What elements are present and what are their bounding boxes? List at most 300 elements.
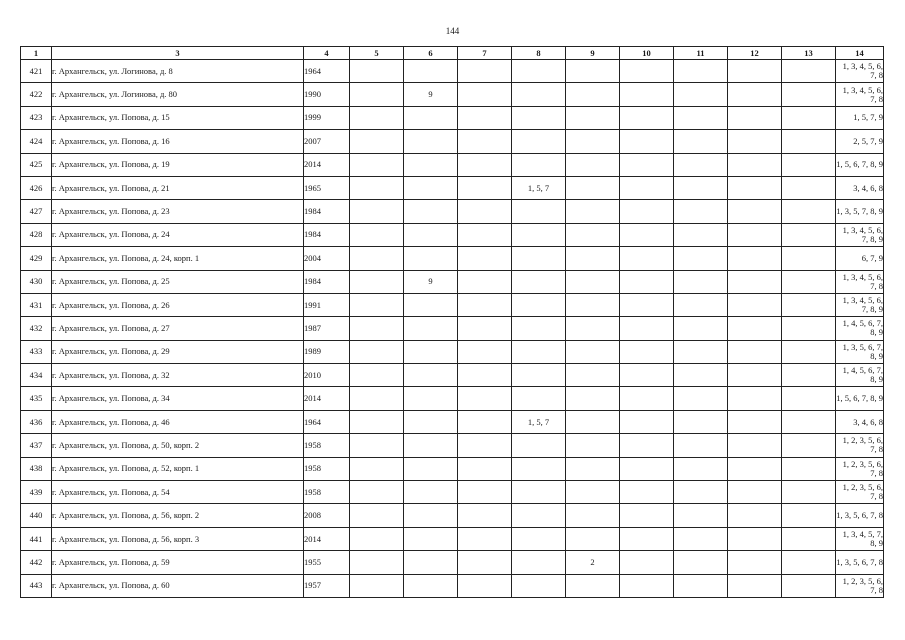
col7-cell bbox=[458, 457, 512, 480]
col5-cell bbox=[350, 293, 404, 316]
year-cell: 2007 bbox=[304, 130, 350, 153]
col14-cell: 3, 4, 6, 8 bbox=[836, 410, 884, 433]
col13-cell bbox=[782, 410, 836, 433]
col7-cell bbox=[458, 83, 512, 106]
col11-cell bbox=[674, 60, 728, 83]
col8-cell bbox=[512, 247, 566, 270]
col6-cell bbox=[404, 106, 458, 129]
column-header-6: 6 bbox=[404, 47, 458, 60]
col8-cell bbox=[512, 387, 566, 410]
col13-cell bbox=[782, 340, 836, 363]
col13-cell bbox=[782, 504, 836, 527]
year-cell: 2014 bbox=[304, 387, 350, 410]
col7-cell bbox=[458, 247, 512, 270]
col13-cell bbox=[782, 527, 836, 550]
col12-cell bbox=[728, 434, 782, 457]
table-row bbox=[21, 270, 884, 293]
col10-cell bbox=[620, 106, 674, 129]
col8-cell bbox=[512, 200, 566, 223]
col12-cell bbox=[728, 130, 782, 153]
col12-cell bbox=[728, 317, 782, 340]
col14-cell: 1, 3, 4, 5, 6, 7, 8 bbox=[836, 60, 884, 83]
col7-cell bbox=[458, 574, 512, 597]
col11-cell bbox=[674, 434, 728, 457]
col11-cell bbox=[674, 83, 728, 106]
col14-cell: 1, 2, 3, 5, 6, 7, 8 bbox=[836, 481, 884, 504]
col11-cell bbox=[674, 551, 728, 574]
col11-cell bbox=[674, 387, 728, 410]
table-row bbox=[21, 527, 884, 550]
col14-cell: 1, 3, 5, 7, 8, 9 bbox=[836, 200, 884, 223]
table-row bbox=[21, 364, 884, 387]
year-cell: 1958 bbox=[304, 481, 350, 504]
col9-cell bbox=[566, 364, 620, 387]
col13-cell bbox=[782, 574, 836, 597]
col14-cell: 1, 3, 5, 6, 7, 8, 9 bbox=[836, 340, 884, 363]
col11-cell bbox=[674, 410, 728, 433]
row-number: 421 bbox=[21, 60, 52, 83]
col14-cell: 1, 3, 4, 5, 6, 7, 8, 9 bbox=[836, 223, 884, 246]
col11-cell bbox=[674, 317, 728, 340]
col5-cell bbox=[350, 410, 404, 433]
col5-cell bbox=[350, 457, 404, 480]
row-number: 424 bbox=[21, 130, 52, 153]
col8-cell bbox=[512, 481, 566, 504]
table-row bbox=[21, 340, 884, 363]
col13-cell bbox=[782, 153, 836, 176]
address-cell: г. Архангельск, ул. Попова, д. 23 bbox=[52, 200, 304, 223]
col9-cell: 2 bbox=[566, 551, 620, 574]
col12-cell bbox=[728, 551, 782, 574]
address-cell: г. Архангельск, ул. Попова, д. 24, корп. 1 bbox=[52, 247, 304, 270]
col7-cell bbox=[458, 481, 512, 504]
registry-table bbox=[20, 46, 884, 598]
address-cell: г. Архангельск, ул. Попова, д. 50, корп. 2 bbox=[52, 434, 304, 457]
table-row bbox=[21, 83, 884, 106]
year-cell: 2014 bbox=[304, 527, 350, 550]
address-cell: г. Архангельск, ул. Попова, д. 59 bbox=[52, 551, 304, 574]
col7-cell bbox=[458, 153, 512, 176]
col5-cell bbox=[350, 83, 404, 106]
col7-cell bbox=[458, 527, 512, 550]
address-cell: г. Архангельск, ул. Попова, д. 54 bbox=[52, 481, 304, 504]
col11-cell bbox=[674, 527, 728, 550]
col13-cell bbox=[782, 223, 836, 246]
col7-cell bbox=[458, 364, 512, 387]
col11-cell bbox=[674, 270, 728, 293]
col7-cell bbox=[458, 504, 512, 527]
col10-cell bbox=[620, 270, 674, 293]
col14-cell: 1, 3, 5, 6, 7, 8 bbox=[836, 551, 884, 574]
address-cell: г. Архангельск, ул. Попова, д. 52, корп. 1 bbox=[52, 457, 304, 480]
col11-cell bbox=[674, 106, 728, 129]
row-number: 439 bbox=[21, 481, 52, 504]
col5-cell bbox=[350, 340, 404, 363]
col5-cell bbox=[350, 574, 404, 597]
col6-cell bbox=[404, 387, 458, 410]
year-cell: 2010 bbox=[304, 364, 350, 387]
col12-cell bbox=[728, 410, 782, 433]
col12-cell bbox=[728, 153, 782, 176]
col10-cell bbox=[620, 364, 674, 387]
col8-cell bbox=[512, 364, 566, 387]
col10-cell bbox=[620, 527, 674, 550]
col10-cell bbox=[620, 504, 674, 527]
col5-cell bbox=[350, 551, 404, 574]
table-row bbox=[21, 200, 884, 223]
row-number: 436 bbox=[21, 410, 52, 433]
col14-cell: 1, 5, 6, 7, 8, 9 bbox=[836, 387, 884, 410]
address-cell: г. Архангельск, ул. Попова, д. 46 bbox=[52, 410, 304, 433]
col9-cell bbox=[566, 247, 620, 270]
col5-cell bbox=[350, 247, 404, 270]
col10-cell bbox=[620, 387, 674, 410]
col9-cell bbox=[566, 153, 620, 176]
col6-cell: 9 bbox=[404, 270, 458, 293]
col10-cell bbox=[620, 457, 674, 480]
col7-cell bbox=[458, 60, 512, 83]
col8-cell bbox=[512, 317, 566, 340]
col12-cell bbox=[728, 83, 782, 106]
table-row bbox=[21, 130, 884, 153]
col9-cell bbox=[566, 340, 620, 363]
column-header-7: 7 bbox=[458, 47, 512, 60]
col9-cell bbox=[566, 60, 620, 83]
row-number: 433 bbox=[21, 340, 52, 363]
col13-cell bbox=[782, 364, 836, 387]
column-header-1: 1 bbox=[21, 47, 52, 60]
col10-cell bbox=[620, 176, 674, 199]
header-row bbox=[21, 47, 884, 60]
col5-cell bbox=[350, 504, 404, 527]
row-number: 437 bbox=[21, 434, 52, 457]
col7-cell bbox=[458, 200, 512, 223]
col6-cell bbox=[404, 153, 458, 176]
table-row bbox=[21, 481, 884, 504]
col10-cell bbox=[620, 434, 674, 457]
table-row bbox=[21, 153, 884, 176]
col13-cell bbox=[782, 387, 836, 410]
year-cell: 1958 bbox=[304, 457, 350, 480]
col10-cell bbox=[620, 293, 674, 316]
col5-cell bbox=[350, 60, 404, 83]
col6-cell bbox=[404, 200, 458, 223]
col12-cell bbox=[728, 60, 782, 83]
col13-cell bbox=[782, 457, 836, 480]
col9-cell bbox=[566, 387, 620, 410]
col8-cell bbox=[512, 83, 566, 106]
table-row bbox=[21, 410, 884, 433]
col12-cell bbox=[728, 293, 782, 316]
col9-cell bbox=[566, 200, 620, 223]
row-number: 426 bbox=[21, 176, 52, 199]
column-header-8: 8 bbox=[512, 47, 566, 60]
col11-cell bbox=[674, 293, 728, 316]
column-header-12: 12 bbox=[728, 47, 782, 60]
col10-cell bbox=[620, 340, 674, 363]
col10-cell bbox=[620, 551, 674, 574]
col8-cell bbox=[512, 457, 566, 480]
col6-cell bbox=[404, 504, 458, 527]
col12-cell bbox=[728, 527, 782, 550]
table-row bbox=[21, 247, 884, 270]
col7-cell bbox=[458, 270, 512, 293]
address-cell: г. Архангельск, ул. Попова, д. 16 bbox=[52, 130, 304, 153]
col8-cell: 1, 5, 7 bbox=[512, 410, 566, 433]
address-cell: г. Архангельск, ул. Попова, д. 26 bbox=[52, 293, 304, 316]
col7-cell bbox=[458, 176, 512, 199]
col9-cell bbox=[566, 434, 620, 457]
col12-cell bbox=[728, 270, 782, 293]
year-cell: 1989 bbox=[304, 340, 350, 363]
col14-cell: 3, 4, 6, 8 bbox=[836, 176, 884, 199]
col13-cell bbox=[782, 293, 836, 316]
table-row bbox=[21, 574, 884, 597]
col8-cell bbox=[512, 504, 566, 527]
col14-cell: 1, 3, 4, 5, 6, 7, 8 bbox=[836, 270, 884, 293]
table-row bbox=[21, 293, 884, 316]
col13-cell bbox=[782, 317, 836, 340]
col9-cell bbox=[566, 457, 620, 480]
col8-cell bbox=[512, 106, 566, 129]
column-header-5: 5 bbox=[350, 47, 404, 60]
year-cell: 1991 bbox=[304, 293, 350, 316]
col8-cell bbox=[512, 60, 566, 83]
page-number: 144 bbox=[445, 26, 460, 36]
col9-cell bbox=[566, 317, 620, 340]
col12-cell bbox=[728, 387, 782, 410]
col12-cell bbox=[728, 247, 782, 270]
col9-cell bbox=[566, 410, 620, 433]
year-cell: 1958 bbox=[304, 434, 350, 457]
col7-cell bbox=[458, 551, 512, 574]
col11-cell bbox=[674, 153, 728, 176]
col8-cell bbox=[512, 434, 566, 457]
col6-cell bbox=[404, 317, 458, 340]
col10-cell bbox=[620, 574, 674, 597]
col11-cell bbox=[674, 504, 728, 527]
col7-cell bbox=[458, 130, 512, 153]
col12-cell bbox=[728, 200, 782, 223]
address-cell: г. Архангельск, ул. Попова, д. 34 bbox=[52, 387, 304, 410]
col13-cell bbox=[782, 176, 836, 199]
col7-cell bbox=[458, 410, 512, 433]
col5-cell bbox=[350, 527, 404, 550]
col6-cell bbox=[404, 340, 458, 363]
col11-cell bbox=[674, 364, 728, 387]
address-cell: г. Архангельск, ул. Попова, д. 29 bbox=[52, 340, 304, 363]
col8-cell bbox=[512, 153, 566, 176]
col9-cell bbox=[566, 176, 620, 199]
col5-cell bbox=[350, 387, 404, 410]
col11-cell bbox=[674, 574, 728, 597]
table-row bbox=[21, 223, 884, 246]
address-cell: г. Архангельск, ул. Попова, д. 32 bbox=[52, 364, 304, 387]
year-cell: 1984 bbox=[304, 223, 350, 246]
col14-cell: 1, 2, 3, 5, 6, 7, 8 bbox=[836, 574, 884, 597]
address-cell: г. Архангельск, ул. Попова, д. 60 bbox=[52, 574, 304, 597]
row-number: 442 bbox=[21, 551, 52, 574]
column-header-10: 10 bbox=[620, 47, 674, 60]
col8-cell bbox=[512, 223, 566, 246]
col9-cell bbox=[566, 481, 620, 504]
col6-cell bbox=[404, 247, 458, 270]
table-row bbox=[21, 457, 884, 480]
year-cell: 1999 bbox=[304, 106, 350, 129]
col12-cell bbox=[728, 223, 782, 246]
row-number: 425 bbox=[21, 153, 52, 176]
col6-cell bbox=[404, 481, 458, 504]
col5-cell bbox=[350, 106, 404, 129]
col12-cell bbox=[728, 364, 782, 387]
col11-cell bbox=[674, 223, 728, 246]
col14-cell: 2, 5, 7, 9 bbox=[836, 130, 884, 153]
col13-cell bbox=[782, 60, 836, 83]
row-number: 431 bbox=[21, 293, 52, 316]
year-cell: 1990 bbox=[304, 83, 350, 106]
year-cell: 2014 bbox=[304, 153, 350, 176]
col7-cell bbox=[458, 223, 512, 246]
year-cell: 1987 bbox=[304, 317, 350, 340]
col13-cell bbox=[782, 551, 836, 574]
col5-cell bbox=[350, 223, 404, 246]
col13-cell bbox=[782, 270, 836, 293]
col14-cell: 1, 5, 6, 7, 8, 9 bbox=[836, 153, 884, 176]
col13-cell bbox=[782, 481, 836, 504]
col8-cell: 1, 5, 7 bbox=[512, 176, 566, 199]
row-number: 427 bbox=[21, 200, 52, 223]
col5-cell bbox=[350, 317, 404, 340]
column-header-3: 3 bbox=[52, 47, 304, 60]
col14-cell: 1, 4, 5, 6, 7, 8, 9 bbox=[836, 364, 884, 387]
col11-cell bbox=[674, 481, 728, 504]
col10-cell bbox=[620, 247, 674, 270]
col9-cell bbox=[566, 83, 620, 106]
year-cell: 1955 bbox=[304, 551, 350, 574]
col14-cell: 1, 2, 3, 5, 6, 7, 8 bbox=[836, 434, 884, 457]
col9-cell bbox=[566, 504, 620, 527]
column-header-14: 14 bbox=[836, 47, 884, 60]
year-cell: 1965 bbox=[304, 176, 350, 199]
col9-cell bbox=[566, 223, 620, 246]
col10-cell bbox=[620, 83, 674, 106]
col14-cell: 1, 3, 4, 5, 7, 8, 9 bbox=[836, 527, 884, 550]
address-cell: г. Архангельск, ул. Попова, д. 25 bbox=[52, 270, 304, 293]
col6-cell bbox=[404, 364, 458, 387]
col6-cell bbox=[404, 293, 458, 316]
address-cell: г. Архангельск, ул. Попова, д. 56, корп. 2 bbox=[52, 504, 304, 527]
address-cell: г. Архангельск, ул. Попова, д. 56, корп. 3 bbox=[52, 527, 304, 550]
col9-cell bbox=[566, 106, 620, 129]
col6-cell bbox=[404, 527, 458, 550]
col5-cell bbox=[350, 270, 404, 293]
col8-cell bbox=[512, 574, 566, 597]
col8-cell bbox=[512, 551, 566, 574]
col6-cell bbox=[404, 223, 458, 246]
col6-cell bbox=[404, 60, 458, 83]
row-number: 422 bbox=[21, 83, 52, 106]
col10-cell bbox=[620, 223, 674, 246]
col13-cell bbox=[782, 200, 836, 223]
col11-cell bbox=[674, 176, 728, 199]
col10-cell bbox=[620, 200, 674, 223]
table-row bbox=[21, 176, 884, 199]
col11-cell bbox=[674, 457, 728, 480]
col10-cell bbox=[620, 481, 674, 504]
row-number: 432 bbox=[21, 317, 52, 340]
col8-cell bbox=[512, 293, 566, 316]
col11-cell bbox=[674, 247, 728, 270]
col12-cell bbox=[728, 481, 782, 504]
col7-cell bbox=[458, 106, 512, 129]
row-number: 441 bbox=[21, 527, 52, 550]
col6-cell bbox=[404, 130, 458, 153]
col13-cell bbox=[782, 83, 836, 106]
column-header-13: 13 bbox=[782, 47, 836, 60]
address-cell: г. Архангельск, ул. Попова, д. 15 bbox=[52, 106, 304, 129]
row-number: 438 bbox=[21, 457, 52, 480]
col6-cell bbox=[404, 574, 458, 597]
col12-cell bbox=[728, 106, 782, 129]
col5-cell bbox=[350, 481, 404, 504]
row-number: 434 bbox=[21, 364, 52, 387]
year-cell: 2008 bbox=[304, 504, 350, 527]
table-row bbox=[21, 106, 884, 129]
year-cell: 1964 bbox=[304, 60, 350, 83]
table-row bbox=[21, 317, 884, 340]
col7-cell bbox=[458, 434, 512, 457]
col6-cell bbox=[404, 551, 458, 574]
col14-cell: 1, 5, 7, 9 bbox=[836, 106, 884, 129]
col7-cell bbox=[458, 293, 512, 316]
year-cell: 1957 bbox=[304, 574, 350, 597]
col9-cell bbox=[566, 574, 620, 597]
table-row bbox=[21, 434, 884, 457]
year-cell: 1964 bbox=[304, 410, 350, 433]
row-number: 443 bbox=[21, 574, 52, 597]
col14-cell: 1, 2, 3, 5, 6, 7, 8 bbox=[836, 457, 884, 480]
col14-cell: 1, 4, 5, 6, 7, 8, 9 bbox=[836, 317, 884, 340]
col5-cell bbox=[350, 130, 404, 153]
col14-cell: 6, 7, 9 bbox=[836, 247, 884, 270]
col6-cell bbox=[404, 434, 458, 457]
col9-cell bbox=[566, 527, 620, 550]
col10-cell bbox=[620, 410, 674, 433]
address-cell: г. Архангельск, ул. Попова, д. 21 bbox=[52, 176, 304, 199]
table-row bbox=[21, 387, 884, 410]
col5-cell bbox=[350, 153, 404, 176]
table-body bbox=[21, 60, 884, 598]
col14-cell: 1, 3, 5, 6, 7, 8 bbox=[836, 504, 884, 527]
column-header-9: 9 bbox=[566, 47, 620, 60]
col12-cell bbox=[728, 574, 782, 597]
col6-cell bbox=[404, 457, 458, 480]
row-number: 435 bbox=[21, 387, 52, 410]
address-cell: г. Архангельск, ул. Логинова, д. 80 bbox=[52, 83, 304, 106]
col14-cell: 1, 3, 4, 5, 6, 7, 8 bbox=[836, 83, 884, 106]
col6-cell: 9 bbox=[404, 83, 458, 106]
col7-cell bbox=[458, 387, 512, 410]
col8-cell bbox=[512, 270, 566, 293]
address-cell: г. Архангельск, ул. Попова, д. 19 bbox=[52, 153, 304, 176]
col14-cell: 1, 3, 4, 5, 6, 7, 8, 9 bbox=[836, 293, 884, 316]
row-number: 428 bbox=[21, 223, 52, 246]
col13-cell bbox=[782, 130, 836, 153]
col7-cell bbox=[458, 340, 512, 363]
table-row bbox=[21, 504, 884, 527]
address-cell: г. Архангельск, ул. Попова, д. 27 bbox=[52, 317, 304, 340]
row-number: 423 bbox=[21, 106, 52, 129]
